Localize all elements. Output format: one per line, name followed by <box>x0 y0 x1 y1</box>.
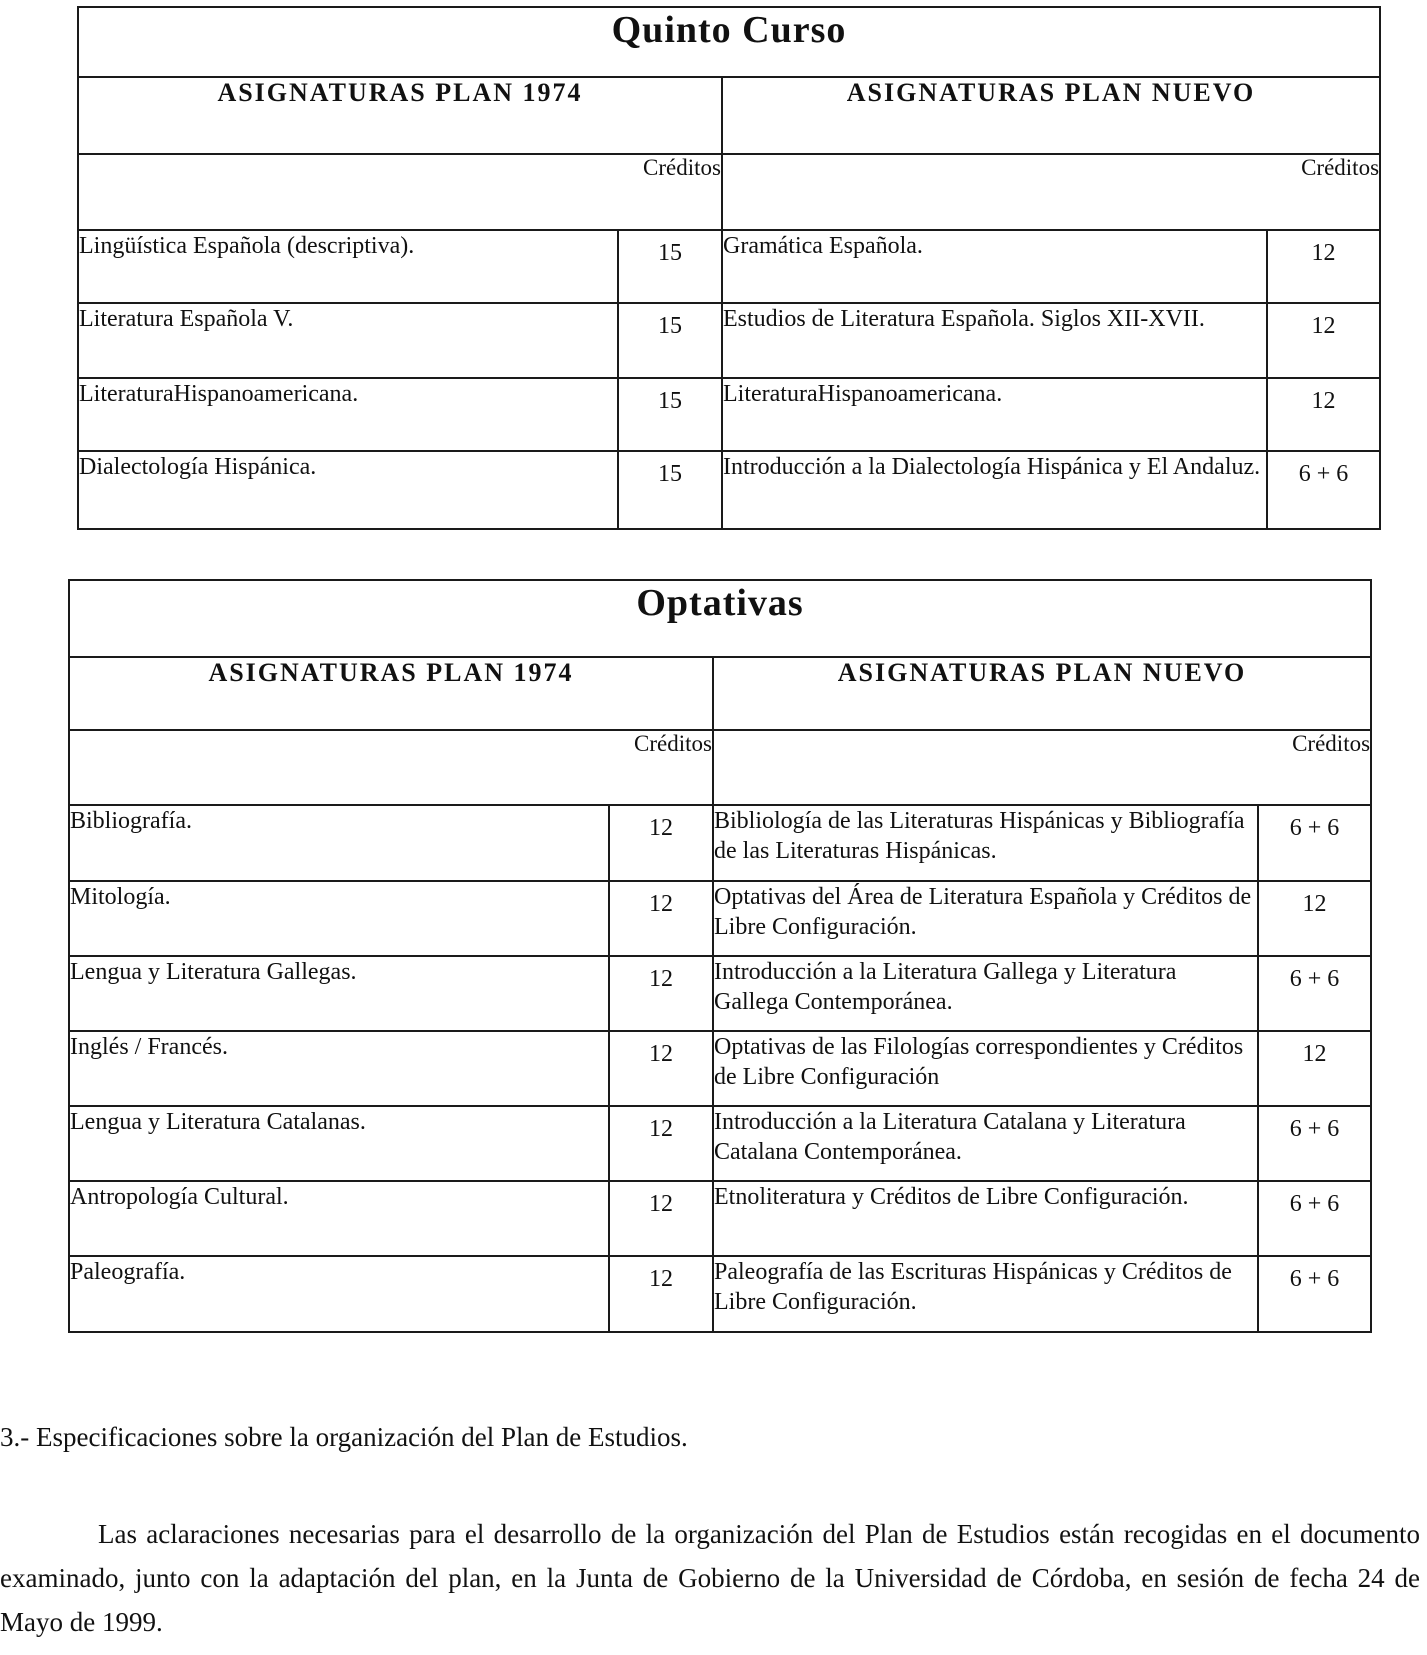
table-row <box>69 1181 1371 1256</box>
header-plan-1974: ASIGNATURAS PLAN 1974 <box>69 657 713 730</box>
section-paragraph: Las aclaraciones necesarias para el desarrollo de la organización del Plan de Estudios están recogidas en el documento examinado, junto con la adaptación del plan, en la Junta de Gobierno de la Universidad de Córdoba, en sesión de fecha 24 de Mayo de 1999. <box>0 1519 1420 1637</box>
new-credits: 12 <box>1267 230 1380 303</box>
table-row <box>69 1256 1371 1332</box>
quinto-curso-table <box>77 6 1381 530</box>
creditos-label-nuevo: Créditos <box>713 730 1371 805</box>
old-credits: 15 <box>618 303 722 378</box>
old-subject: Literatura Española V. <box>78 303 618 378</box>
old-subject: Paleografía. <box>69 1256 609 1332</box>
table-title: Quinto Curso <box>78 7 1380 77</box>
old-subject: Antropología Cultural. <box>69 1181 609 1256</box>
new-subject: Gramática Española. <box>722 230 1267 303</box>
new-subject: Introducción a la Dialectología Hispánica y El Andaluz. <box>722 451 1267 529</box>
table-row <box>78 303 1380 378</box>
new-credits: 6 + 6 <box>1258 805 1371 881</box>
old-credits: 12 <box>609 1031 713 1106</box>
section-heading: 3.- Especificaciones sobre la organización del Plan de Estudios. <box>0 1422 688 1452</box>
header-plan-1974: ASIGNATURAS PLAN 1974 <box>78 77 722 154</box>
new-subject: Optativas de las Filologías correspondientes y Créditos de Libre Configuración <box>713 1031 1258 1106</box>
old-credits: 15 <box>618 451 722 529</box>
old-subject: Lengua y Literatura Catalanas. <box>69 1106 609 1181</box>
old-subject: Inglés / Francés. <box>69 1031 609 1106</box>
new-credits: 6 + 6 <box>1258 1106 1371 1181</box>
new-credits: 12 <box>1258 881 1371 956</box>
table-row <box>69 1106 1371 1181</box>
table-title: Optativas <box>69 580 1371 657</box>
table-row <box>69 1031 1371 1106</box>
table-row <box>69 881 1371 956</box>
new-credits: 6 + 6 <box>1258 1181 1371 1256</box>
old-subject: Lingüística Española (descriptiva). <box>78 230 618 303</box>
new-subject: Bibliología de las Literaturas Hispánicas y Bibliografía de las Literaturas Hispánicas. <box>713 805 1258 881</box>
new-subject: Optativas del Área de Literatura Española y Créditos de Libre Configuración. <box>713 881 1258 956</box>
header-plan-nuevo: ASIGNATURAS PLAN NUEVO <box>713 657 1371 730</box>
old-credits: 12 <box>609 881 713 956</box>
old-credits: 12 <box>609 1181 713 1256</box>
new-credits: 12 <box>1258 1031 1371 1106</box>
old-credits: 12 <box>609 956 713 1031</box>
optativas-table <box>68 579 1372 1333</box>
new-subject: Introducción a la Literatura Gallega y Literatura Gallega Contemporánea. <box>713 956 1258 1031</box>
old-subject: Mitología. <box>69 881 609 956</box>
old-credits: 15 <box>618 378 722 451</box>
creditos-label-1974: Créditos <box>69 730 713 805</box>
table-row <box>78 451 1380 529</box>
header-plan-nuevo: ASIGNATURAS PLAN NUEVO <box>722 77 1380 154</box>
new-subject: Paleografía de las Escrituras Hispánicas y Créditos de Libre Configuración. <box>713 1256 1258 1332</box>
old-subject: Dialectología Hispánica. <box>78 451 618 529</box>
table-row <box>69 956 1371 1031</box>
old-subject: Lengua y Literatura Gallegas. <box>69 956 609 1031</box>
new-credits: 12 <box>1267 303 1380 378</box>
table-row <box>78 230 1380 303</box>
new-subject: Introducción a la Literatura Catalana y Literatura Catalana Contemporánea. <box>713 1106 1258 1181</box>
old-credits: 12 <box>609 1106 713 1181</box>
new-credits: 6 + 6 <box>1258 1256 1371 1332</box>
creditos-label-nuevo: Créditos <box>722 154 1380 230</box>
old-credits: 15 <box>618 230 722 303</box>
old-credits: 12 <box>609 805 713 881</box>
new-subject: Estudios de Literatura Española. Siglos XII-XVII. <box>722 303 1267 378</box>
old-subject: Bibliografía. <box>69 805 609 881</box>
old-subject: LiteraturaHispanoamericana. <box>78 378 618 451</box>
new-subject: LiteraturaHispanoamericana. <box>722 378 1267 451</box>
creditos-label-1974: Créditos <box>78 154 722 230</box>
table-row <box>69 805 1371 881</box>
old-credits: 12 <box>609 1256 713 1332</box>
new-credits: 6 + 6 <box>1267 451 1380 529</box>
new-subject: Etnoliteratura y Créditos de Libre Configuración. <box>713 1181 1258 1256</box>
new-credits: 6 + 6 <box>1258 956 1371 1031</box>
table-row <box>78 378 1380 451</box>
new-credits: 12 <box>1267 378 1380 451</box>
